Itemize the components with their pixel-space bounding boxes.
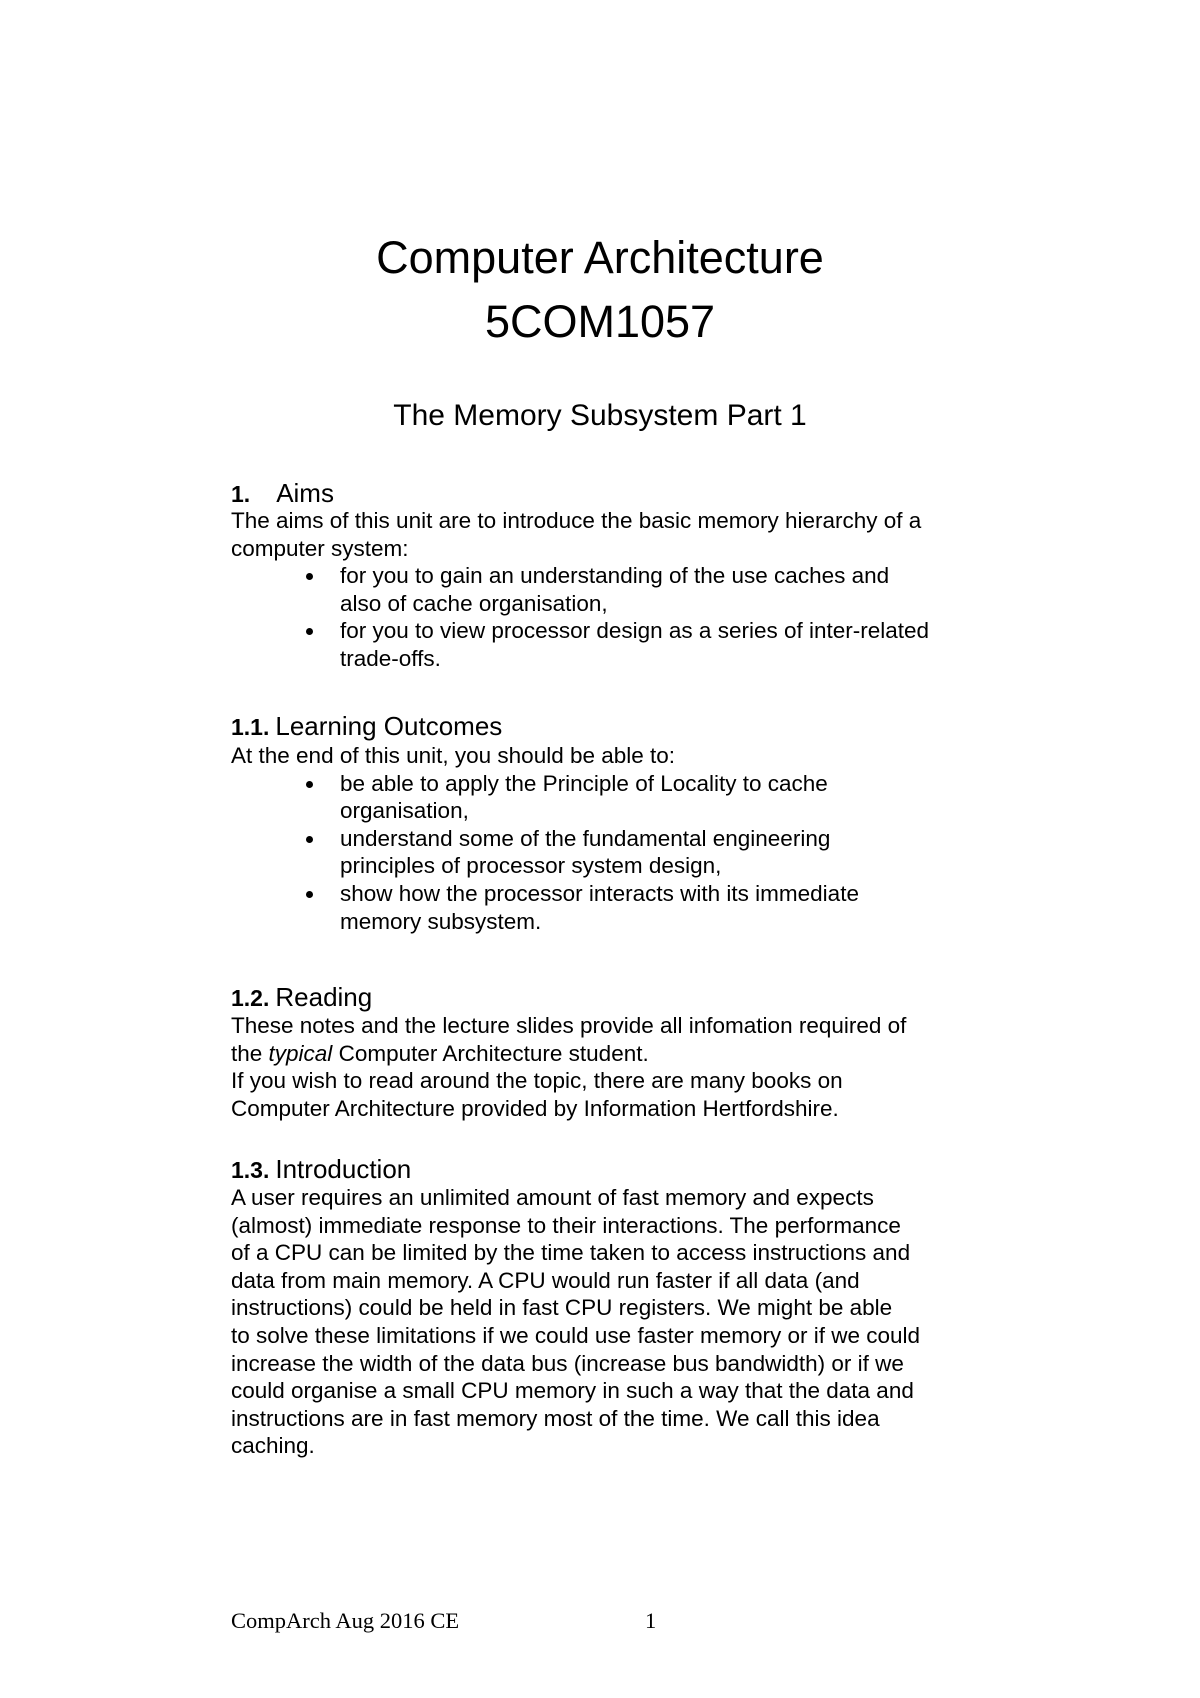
introduction-line: increase the width of the data bus (increase bus bandwidth) or if we [231,1350,904,1376]
section-heading-reading [231,981,372,1014]
bullet-icon [306,781,313,788]
reading-line: These notes and the lecture slides provide all infomation required of [231,1013,907,1038]
list-item-line: principles of processor system design, [340,853,722,879]
list-item-line: trade-offs. [340,645,441,671]
section-heading-learning-outcomes [231,710,502,743]
list-item [231,770,991,825]
list-item-line: memory subsystem. [340,908,542,934]
aims-bullet-list [231,562,991,672]
list-item-line: also of cache organisation, [340,590,608,616]
list-item-line: organisation, [340,798,469,824]
bullet-icon [306,891,313,898]
section-title: Reading [275,982,373,1012]
outcomes-bullet-list [231,770,991,936]
list-item-line: show how the processor interacts with its immediate [340,880,859,906]
bullet-icon [306,573,313,580]
section-title: Introduction [275,1154,412,1184]
section-heading-aims [231,477,334,510]
introduction-line: could organise a small CPU memory in such a way that the data and [231,1378,914,1404]
introduction-line: A user requires an unlimited amount of fast memory and expects [231,1185,874,1210]
introduction-line: instructions are in fast memory most of the time. We call this idea [231,1405,880,1431]
document-subtitle: The Memory Subsystem Part 1 [393,399,807,432]
introduction-line: to solve these limitations if we could use faster memory or if we could [231,1322,921,1348]
list-item-line: for you to view processor design as a series of inter-related [340,618,930,644]
module-code: 5COM1057 [484,296,716,347]
list-item [231,617,991,672]
reading-line: If you wish to read around the topic, there are many books on [231,1068,843,1094]
section-number: 1.1. [231,714,270,740]
document-title: Computer Architecture [376,232,824,283]
footer-text: CompArch Aug 2016 CE [231,1608,460,1633]
reading-italic-word: typical [268,1040,333,1066]
page-number: 1 [645,1608,657,1633]
list-item-line: be able to apply the Principle of Locality to cache [340,770,828,796]
introduction-line: (almost) immediate response to their interactions. The performance [231,1212,901,1238]
bullet-icon [306,836,313,843]
list-item-line: for you to gain an understanding of the use caches and [340,563,890,589]
section-number: 1. [231,481,251,507]
aims-section-body [231,507,991,673]
bullet-icon [306,628,313,635]
section-title: Aims [276,478,334,508]
introduction-line: data from main memory. A CPU would run faster if all data (and [231,1267,860,1293]
section-heading-introduction [231,1153,411,1186]
section-number: 1.3. [231,1157,270,1183]
reading-text-prefix: the [231,1040,269,1066]
reading-line: Computer Architecture provided by Information Hertfordshire. [231,1095,839,1121]
outcomes-intro-line: At the end of this unit, you should be able to: [231,743,676,768]
reading-line [231,1040,991,1068]
reading-text-suffix: Computer Architecture student. [332,1040,649,1066]
introduction-line: of a CPU can be limited by the time taken to access instructions and [231,1240,911,1266]
introduction-section-body [231,1184,991,1460]
list-item [231,562,991,617]
list-item-line: understand some of the fundamental engineering [340,825,831,851]
aims-intro-line: The aims of this unit are to introduce the basic memory hierarchy of a [231,508,922,533]
list-item [231,825,991,880]
section-title: Learning Outcomes [275,711,503,741]
introduction-line: caching. [231,1433,315,1459]
introduction-line: instructions) could be held in fast CPU registers. We might be able [231,1295,893,1321]
list-item [231,880,991,935]
outcomes-section-body [231,742,991,935]
section-number: 1.2. [231,985,270,1011]
reading-section-body [231,1012,991,1122]
aims-intro-line: computer system: [231,535,409,561]
